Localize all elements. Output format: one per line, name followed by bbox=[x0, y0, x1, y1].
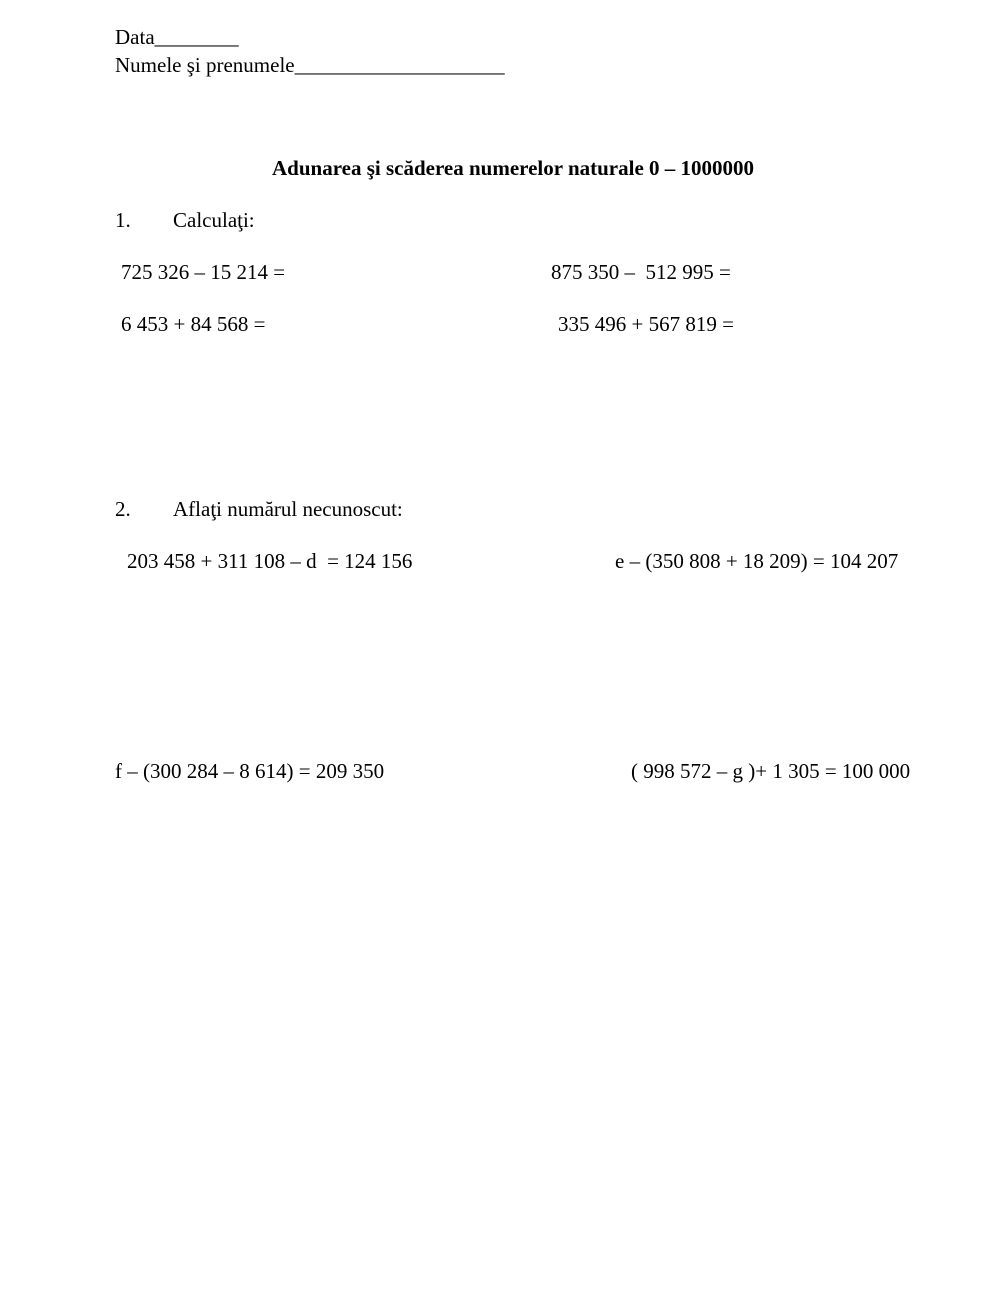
exercise-2-item-f: f – (300 284 – 8 614) = 209 350 bbox=[115, 759, 385, 783]
exercise-1-item-d: 335 496 + 567 819 = bbox=[558, 312, 734, 336]
exercise-1-item-b: 875 350 – 512 995 = bbox=[551, 260, 731, 284]
exercise-2-instruction: Aflaţi numărul necunoscut: bbox=[173, 497, 403, 521]
exercise-1-number: 1. bbox=[115, 208, 131, 232]
student-name-field-label: Numele şi prenumele____________________ bbox=[115, 53, 505, 77]
exercise-2-heading bbox=[115, 497, 403, 521]
exercise-1-instruction: Calculaţi: bbox=[173, 208, 255, 232]
date-field-label: Data________ bbox=[115, 25, 239, 49]
exercise-2-item-e: e – (350 808 + 18 209) = 104 207 bbox=[615, 549, 899, 573]
exercise-1-item-c: 6 453 + 84 568 = bbox=[121, 312, 266, 336]
exercise-2-item-d: 203 458 + 311 108 – d = 124 156 bbox=[127, 549, 413, 573]
exercise-2-number: 2. bbox=[115, 497, 131, 521]
exercise-1-item-a: 725 326 – 15 214 = bbox=[121, 260, 286, 284]
exercise-2-item-g: ( 998 572 – g )+ 1 305 = 100 000 bbox=[631, 759, 911, 783]
exercise-1-heading bbox=[115, 208, 255, 232]
worksheet-title: Adunarea şi scăderea numerelor naturale 0 – 1000000 bbox=[272, 156, 755, 180]
